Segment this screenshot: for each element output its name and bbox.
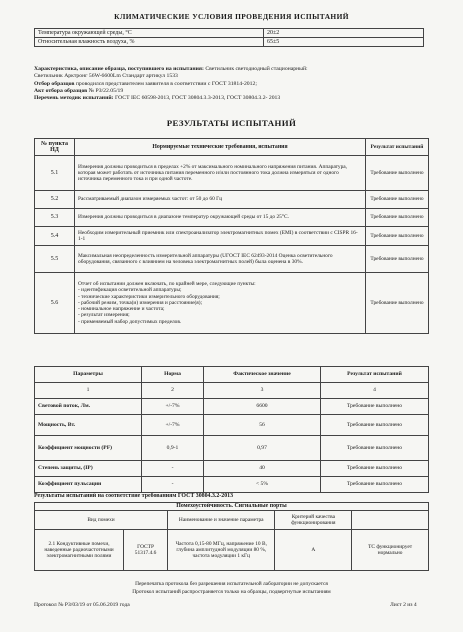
methods-label: Перечень методик испытаний:: [34, 95, 114, 102]
requirement-result: Требование выполнено: [366, 227, 429, 246]
climate-title: КЛИМАТИЧЕСКИЕ УСЛОВИЯ ПРОВЕДЕНИЯ ИСПЫТАНИЙ: [114, 12, 349, 21]
param-index: 3: [204, 383, 321, 399]
page-number: Лист 2 из 4: [390, 602, 417, 608]
sample-desc-line: [34, 66, 429, 73]
requirement-text: Измерения должны проводиться в диапазоне температур окружающей среды от 15 до 25°С.: [75, 209, 366, 227]
climate-row: [35, 29, 424, 38]
param-result: Требование выполнено: [321, 399, 429, 415]
param-name: Коэффициент мощности (PF): [35, 436, 142, 461]
requirement-row: [35, 191, 429, 209]
emc-criterion: А: [275, 530, 352, 571]
requirement-text: Рассматриваемый диапазон измеряемых частот: от 50 до 60 Гц: [75, 191, 366, 209]
results-title: РЕЗУЛЬТАТЫ ИСПЫТАНИЙ: [166, 118, 297, 128]
climate-value: 65±5: [264, 38, 424, 47]
emc-header: [35, 511, 429, 530]
sampling-value: проводился представителем заявителя в соответствии с ГОСТ 31814-2012;: [75, 80, 257, 87]
protocol-number: Протокол № РЗ/03/19 от 05.06.2019 года: [34, 602, 130, 608]
param-index: 2: [142, 383, 204, 399]
param-norm: -: [142, 477, 204, 493]
param-index: 1: [35, 383, 142, 399]
emc-type: 2.1 Кондуктивные помехи, наведенные радиочастотными электромагнитными полями: [35, 530, 124, 571]
parameter-row: [35, 461, 429, 477]
requirement-result: Требование выполнено: [366, 156, 429, 191]
sample-model: Светильник Арктронг 56W-6600Lm Стандарт артикул 1533: [34, 73, 178, 80]
requirement-num: 5.5: [35, 246, 75, 273]
climate-row: [35, 38, 424, 47]
header-num: № пункта НД: [35, 139, 75, 156]
param-index: 4: [321, 383, 429, 399]
requirements-header: [35, 139, 429, 156]
param-header-norm: Норма: [142, 367, 204, 383]
climate-label: Относительная влажность воздуха, %: [35, 38, 264, 47]
param-name: Мощность, Вт.: [35, 415, 142, 436]
param-name: Коэффициент пульсации: [35, 477, 142, 493]
requirement-num: 5.3: [35, 209, 75, 227]
param-norm: +/-7%: [142, 415, 204, 436]
param-result: Требование выполнено: [321, 477, 429, 493]
emc-subtitle-row: [35, 503, 429, 511]
emc-table: [34, 502, 429, 571]
emc-header-type: Вид помехи: [35, 511, 168, 530]
climate-value: 20±2: [264, 29, 424, 38]
methods-line: [34, 95, 429, 102]
emc-subtitle: Помехоустойчивость. Сигнальные порты: [35, 503, 429, 511]
param-norm: -: [142, 461, 204, 477]
sample-info: [34, 66, 429, 102]
emc-standard: ГОСТР 51317.4.6: [124, 530, 168, 571]
param-norm: 0,9-1: [142, 436, 204, 461]
requirement-num: 5.4: [35, 227, 75, 246]
emc-header-value: Наименование и значение параметра: [168, 511, 275, 530]
param-norm: +/-7%: [142, 399, 204, 415]
methods-value: ГОСТ IEC 60598-2013, ГОСТ 30804.3.3-2013, ГОСТ 30804.3.2- 2013: [114, 95, 281, 102]
param-header-result: Результат испытаний: [321, 367, 429, 383]
requirement-result: Требование выполнено: [366, 273, 429, 334]
emc-header-criterion: Критерий качества функционирования: [275, 511, 352, 530]
sampling-act-value: № РЗ/22.05/19: [88, 87, 124, 94]
param-actual: 40: [204, 461, 321, 477]
requirement-row: [35, 273, 429, 334]
requirement-text: Измерения должны проводиться в пределах +2% от максимального номинального напряжения питания. Аппаратура, которая может работать от источника питания переменного и/или постоянного тока должна измеряться от одного источника переменного тока и при одной частоте.: [75, 156, 366, 191]
parameter-row: [35, 477, 429, 493]
requirement-row: [35, 227, 429, 246]
emc-title: Результаты испытаний на соответствие требованиям ГОСТ 30804.3.2-2013: [34, 493, 234, 499]
requirement-text: Отчет об испытании должен включать, по крайней мере, следующие пункты: - идентификация осветительной аппаратуры; - технические характеристики измерительного оборудования; - рабочий режим, точка(и) измерения и расстояние(я); - номинальное напряжение и частота; - результат измерения; - применяемый набор допустимых пределов.: [75, 273, 366, 334]
param-name: Световой поток, Лм.: [35, 399, 142, 415]
header-req: Нормируемые технические требования, испытания: [75, 139, 366, 156]
requirement-num: 5.6: [35, 273, 75, 334]
requirement-num: 5.2: [35, 191, 75, 209]
parameter-row: [35, 415, 429, 436]
param-actual: 6600: [204, 399, 321, 415]
requirement-row: [35, 209, 429, 227]
parameters-header: [35, 367, 429, 383]
climate-table: [34, 28, 424, 47]
requirement-row: [35, 156, 429, 191]
param-result: Требование выполнено: [321, 461, 429, 477]
requirement-result: Требование выполнено: [366, 209, 429, 227]
requirement-num: 5.1: [35, 156, 75, 191]
emc-row: [35, 530, 429, 571]
sampling-line: [34, 81, 429, 88]
param-header-actual: Фактическое значение: [204, 367, 321, 383]
requirement-result: Требование выполнено: [366, 191, 429, 209]
sample-desc-label: Характеристика, описание образца, поступившего на испытания:: [34, 66, 204, 72]
requirement-text: Необходим измерительный приемник или спектроанализатор электромагнитных помех (ЕМI) в соответствии с CISPR 16-1-1: [75, 227, 366, 246]
sampling-act-label: Акт отбора образцов: [34, 87, 88, 94]
parameter-row: [35, 399, 429, 415]
param-actual: 56: [204, 415, 321, 436]
emc-header-result: [352, 511, 429, 530]
footer-note-2: Протокол испытаний распространяется только на образцы, подвергнутые испытаниям: [132, 589, 331, 595]
param-result: Требование выполнено: [321, 415, 429, 436]
requirement-text: Максимальная неопределенность измерительной аппаратуры (UГОСТ IEC 62493-2014 Оценка осветительного оборудования, связанного с влиянием на человека электромагнитных полей) была оценена в 30%.: [75, 246, 366, 273]
emc-value: Частота 0,15-80 МГц, напряжение 10 В, глубина амплитудной модуляции 80 %, частота модуляции 1 кГц: [168, 530, 275, 571]
parameters-index-row: [35, 383, 429, 399]
footer-note-1: Перепечатка протокола без разрешения испытательной лаборатории не допускается: [135, 581, 328, 587]
header-res: Результат испытаний: [366, 139, 429, 156]
requirement-row: [35, 246, 429, 273]
climate-label: Температура окружающей среды, °С: [35, 29, 264, 38]
parameter-row: [35, 436, 429, 461]
emc-result: ТС функционирует нормально: [352, 530, 429, 571]
param-actual: 0,97: [204, 436, 321, 461]
requirements-table: [34, 138, 429, 334]
param-header-name: Параметры: [35, 367, 142, 383]
requirement-result: Требование выполнено: [366, 246, 429, 273]
parameters-table: [34, 366, 429, 493]
param-actual: < 5%: [204, 477, 321, 493]
sampling-label: Отбор образцов: [34, 80, 75, 87]
param-result: Требование выполнено: [321, 436, 429, 461]
param-name: Степень защиты, (IP): [35, 461, 142, 477]
sample-desc-value: Светильник светодиодный стационарный:: [205, 66, 308, 72]
